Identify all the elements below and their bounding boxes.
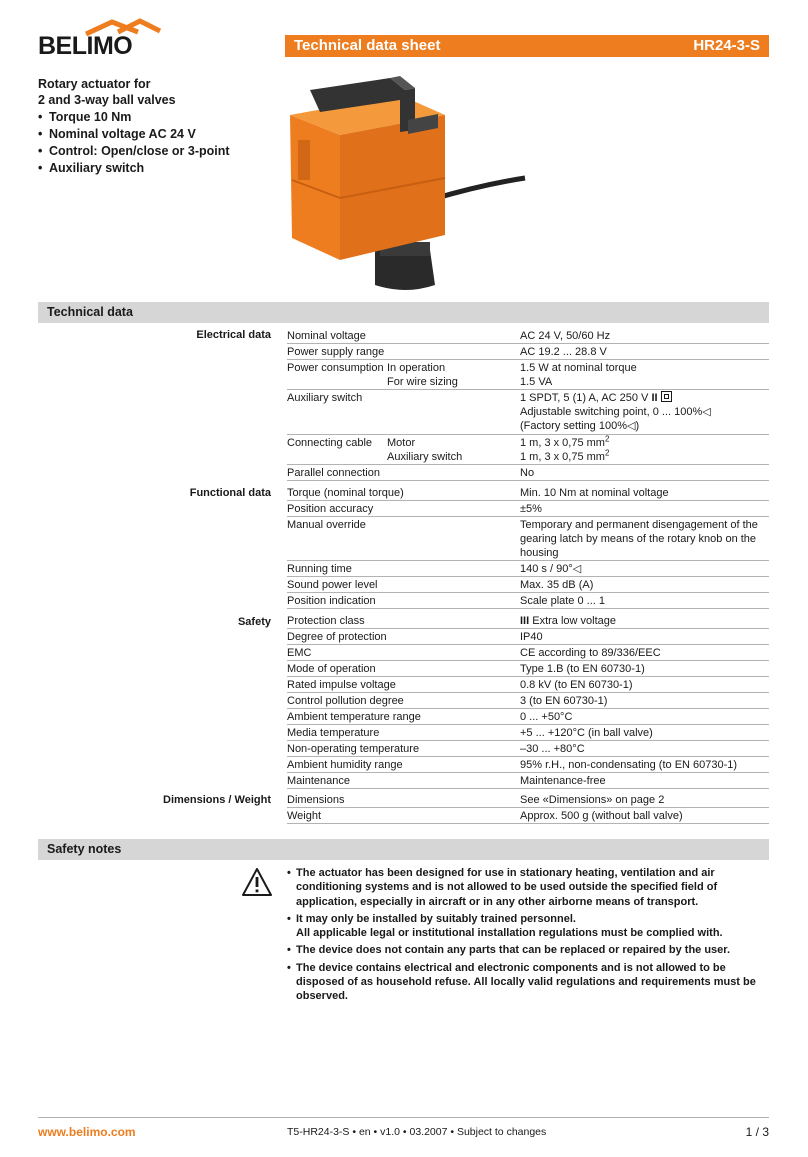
table-row: Position accuracy ±5% (287, 501, 769, 517)
page-number: 1 / 3 (745, 1125, 769, 1139)
document-reference: T5-HR24-3-S • en • v1.0 • 03.2007 • Subject to changes (287, 1126, 547, 1138)
group-label-electrical: Electrical data (196, 329, 271, 341)
document-title: Technical data sheet (294, 37, 441, 54)
table-row: Power supply range AC 19.2 ... 28.8 V (287, 344, 769, 360)
logo-text: BELIMO (38, 32, 133, 60)
intro-block (38, 77, 268, 176)
title-bar (285, 35, 769, 57)
angle-icon: ◁ (627, 420, 636, 432)
table-row: Control pollution degree 3 (to EN 60730-1) (287, 693, 769, 709)
table-row: Connecting cable Motor Auxiliary switch 1 m, 3 x 0,75 $mm^2$ 1 m, 3 x 0,75 $mm^2$ (287, 435, 769, 465)
feature-item: • Torque 10 Nm (38, 109, 132, 124)
table-row: Torque (nominal torque) Min. 10 Nm at nominal voltage (287, 485, 769, 501)
angle-icon: ◁ (572, 563, 582, 575)
model-number: HR24-3-S (693, 37, 760, 54)
safety-notes-list (287, 866, 769, 1007)
safety-note: • The device does not contain any parts that can be replaced or repaired by the user. (287, 944, 731, 957)
table-row: Degree of protection IP40 (287, 629, 769, 645)
group-label-safety: Safety (237, 616, 271, 628)
table-row: Parallel connection No (287, 465, 769, 481)
rotary-actuator-image (280, 70, 530, 300)
table-row: Manual override Temporary and permanent disengagement of the gearing latch by means of the rotary knob on the housing (287, 517, 769, 561)
product-image (280, 70, 530, 300)
technical-data-heading: Technical data (38, 302, 769, 323)
table-row: Ambient temperature range 0 ... +50°C (287, 709, 769, 725)
intro-title-line1: Rotary actuator for (38, 77, 151, 91)
feature-item: • Nominal voltage AC 24 V (38, 126, 196, 141)
website-link[interactable]: www.belimo.com (38, 1125, 136, 1139)
table-row: Nominal voltage AC 24 V, 50/60 Hz (287, 328, 769, 344)
safety-note: • The device contains electrical and electronic components and is not allowed to be disposed of as household refuse. All locally valid regulations and requirements must be observed. (287, 961, 756, 1003)
table-row: Maintenance Maintenance-free (287, 773, 769, 789)
intro-title-line2: 2 and 3-way ball valves (38, 92, 176, 107)
table-row: Rated impulse voltage 0.8 kV (to EN 60730-1) (287, 677, 769, 693)
table-row: Auxiliary switch 1 SPDT, 5 (1) A, AC 250 V II Adjustable switching point, 0 ... 100%◁ (Factory setting 100%◁) (287, 390, 769, 435)
table-row: Power consumption In operation For wire sizing 1.5 W at nominal torque 1.5 VA (287, 360, 769, 390)
table-row: Ambient humidity range 95% r.H., non-condensating (to EN 60730-1) (287, 757, 769, 773)
feature-item: • Auxiliary switch (38, 160, 145, 175)
double-insulation-icon (661, 391, 672, 402)
table-row: Position indication Scale plate 0 ... 1 (287, 593, 769, 609)
table-row: Dimensions See «Dimensions» on page 2 (287, 792, 769, 808)
belimo-logo (38, 18, 144, 64)
table-row: Sound power level Max. 35 dB (A) (287, 577, 769, 593)
angle-icon: ◁ (702, 406, 711, 418)
group-label-functional: Functional data (189, 487, 271, 499)
table-row: Protection class III Extra low voltage (287, 613, 769, 629)
table-row: Weight Approx. 500 g (without ball valve) (287, 808, 769, 824)
safety-note: • It may only be installed by suitably trained personnel. All applicable legal or institutional installation regulations must be complied with. (287, 912, 723, 940)
table-row: EMC CE according to 89/336/EEC (287, 645, 769, 661)
table-row: Mode of operation Type 1.B (to EN 60730-1) (287, 661, 769, 677)
safety-note: • The actuator has been designed for use in stationary heating, ventilation and air conditioning systems and is not allowed to be used outside the specified field of application, especially in aircraft or in any other airborne means of transport. (287, 867, 718, 908)
safety-notes-heading: Safety notes (38, 839, 769, 860)
table-row: Running time 140 s / 90°◁ (287, 561, 769, 577)
table-row: Media temperature +5 ... +120°C (in ball valve) (287, 725, 769, 741)
feature-item: • Control: Open/close or 3-point (38, 143, 230, 158)
table-row: Non-operating temperature –30 ... +80°C (287, 741, 769, 757)
group-label-dimensions: Dimensions / Weight (163, 794, 271, 806)
footer-divider (38, 1117, 769, 1118)
warning-icon (241, 867, 273, 897)
